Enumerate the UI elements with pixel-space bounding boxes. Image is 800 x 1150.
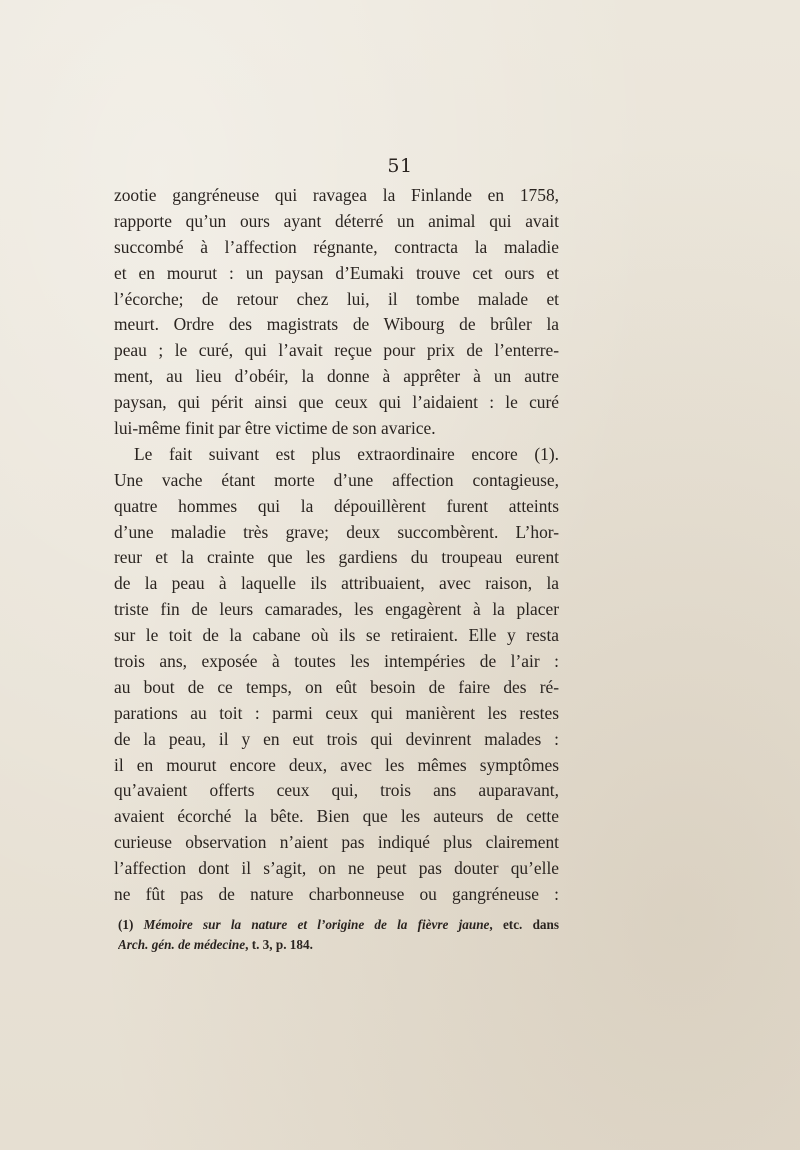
footnote-line (118, 915, 559, 935)
page-number: 51 (387, 155, 413, 177)
text-line: rapporte qu’un ours ayant déterré un animal qui avait (114, 210, 559, 231)
text-line: et en mourut : un paysan d’Eumaki trouve cet ours et (114, 262, 559, 283)
text-line: peau ; le curé, qui l’avait reçue pour prix de l’enterre- (114, 340, 559, 361)
text-line: parations au toit : parmi ceux qui manièrent les restes (114, 702, 559, 723)
text-line: de la peau, il y en eut trois qui devinrent malades : (114, 728, 559, 749)
text-line: ne fût pas de nature charbonneuse ou gangréneuse : (114, 884, 559, 905)
text-line: l’écorche; de retour chez lui, il tombe malade et (114, 288, 559, 309)
text-line: ment, au lieu d’obéir, la donne à apprêter à un autre (114, 366, 559, 387)
text-line: l’affection dont il s’agit, on ne peut pas douter qu’elle (114, 858, 559, 879)
text-line: au bout de ce temps, on eût besoin de faire des ré- (114, 676, 559, 697)
footnote-marker: (1) (118, 917, 134, 932)
text-line: reur et la crainte que les gardiens du troupeau eurent (114, 547, 559, 568)
text-line: trois ans, exposée à toutes les intempéries de l’air : (114, 651, 559, 672)
footnote (118, 915, 559, 955)
body-text (114, 183, 559, 908)
text-line: meurt. Ordre des magistrats de Wibourg de brûler la (114, 314, 559, 335)
text-line: triste fin de leurs camarades, les engagèrent à la placer (114, 599, 559, 620)
text-line: Une vache étant morte d’une affection contagieuse, (114, 469, 559, 490)
footnote-journal: Arch. gén. de médecine (118, 937, 246, 952)
text-line: avaient écorché la bête. Bien que les auteurs de cette (114, 806, 559, 827)
text-line: succombé à l’affection régnante, contracta la maladie (114, 236, 559, 257)
footnote-title: Mémoire sur la nature et l’origine de la fièvre jaune (143, 917, 490, 932)
text-line: paysan, qui périt ainsi que ceux qui l’aidaient : le curé (114, 392, 559, 413)
text-line: il en mourut encore deux, avec les mêmes symptômes (114, 754, 559, 775)
text-line: quatre hommes qui la dépouillèrent furent atteints (114, 495, 559, 516)
text-line: de la peau à laquelle ils attribuaient, avec raison, la (114, 573, 559, 594)
footnote-line (118, 935, 559, 955)
text-line: d’une maladie très grave; deux succombèrent. L’hor- (114, 521, 559, 542)
text-line: zootie gangréneuse qui ravagea la Finlande en 1758, (114, 185, 559, 205)
text-line: sur le toit de la cabane où ils se retiraient. Elle y resta (114, 625, 559, 646)
footnote-ref: , t. 3, p. 184. (245, 937, 313, 952)
text-line: Le fait suivant est plus extraordinaire encore (1). (134, 443, 559, 464)
text-line: qu’avaient offerts ceux qui, trois ans auparavant, (114, 780, 559, 801)
footnote-title-suffix: , etc. dans (489, 917, 559, 932)
text-line: lui-même finit par être victime de son avarice. (114, 418, 436, 439)
text-line: curieuse observation n’aient pas indiqué plus clairement (114, 832, 559, 853)
